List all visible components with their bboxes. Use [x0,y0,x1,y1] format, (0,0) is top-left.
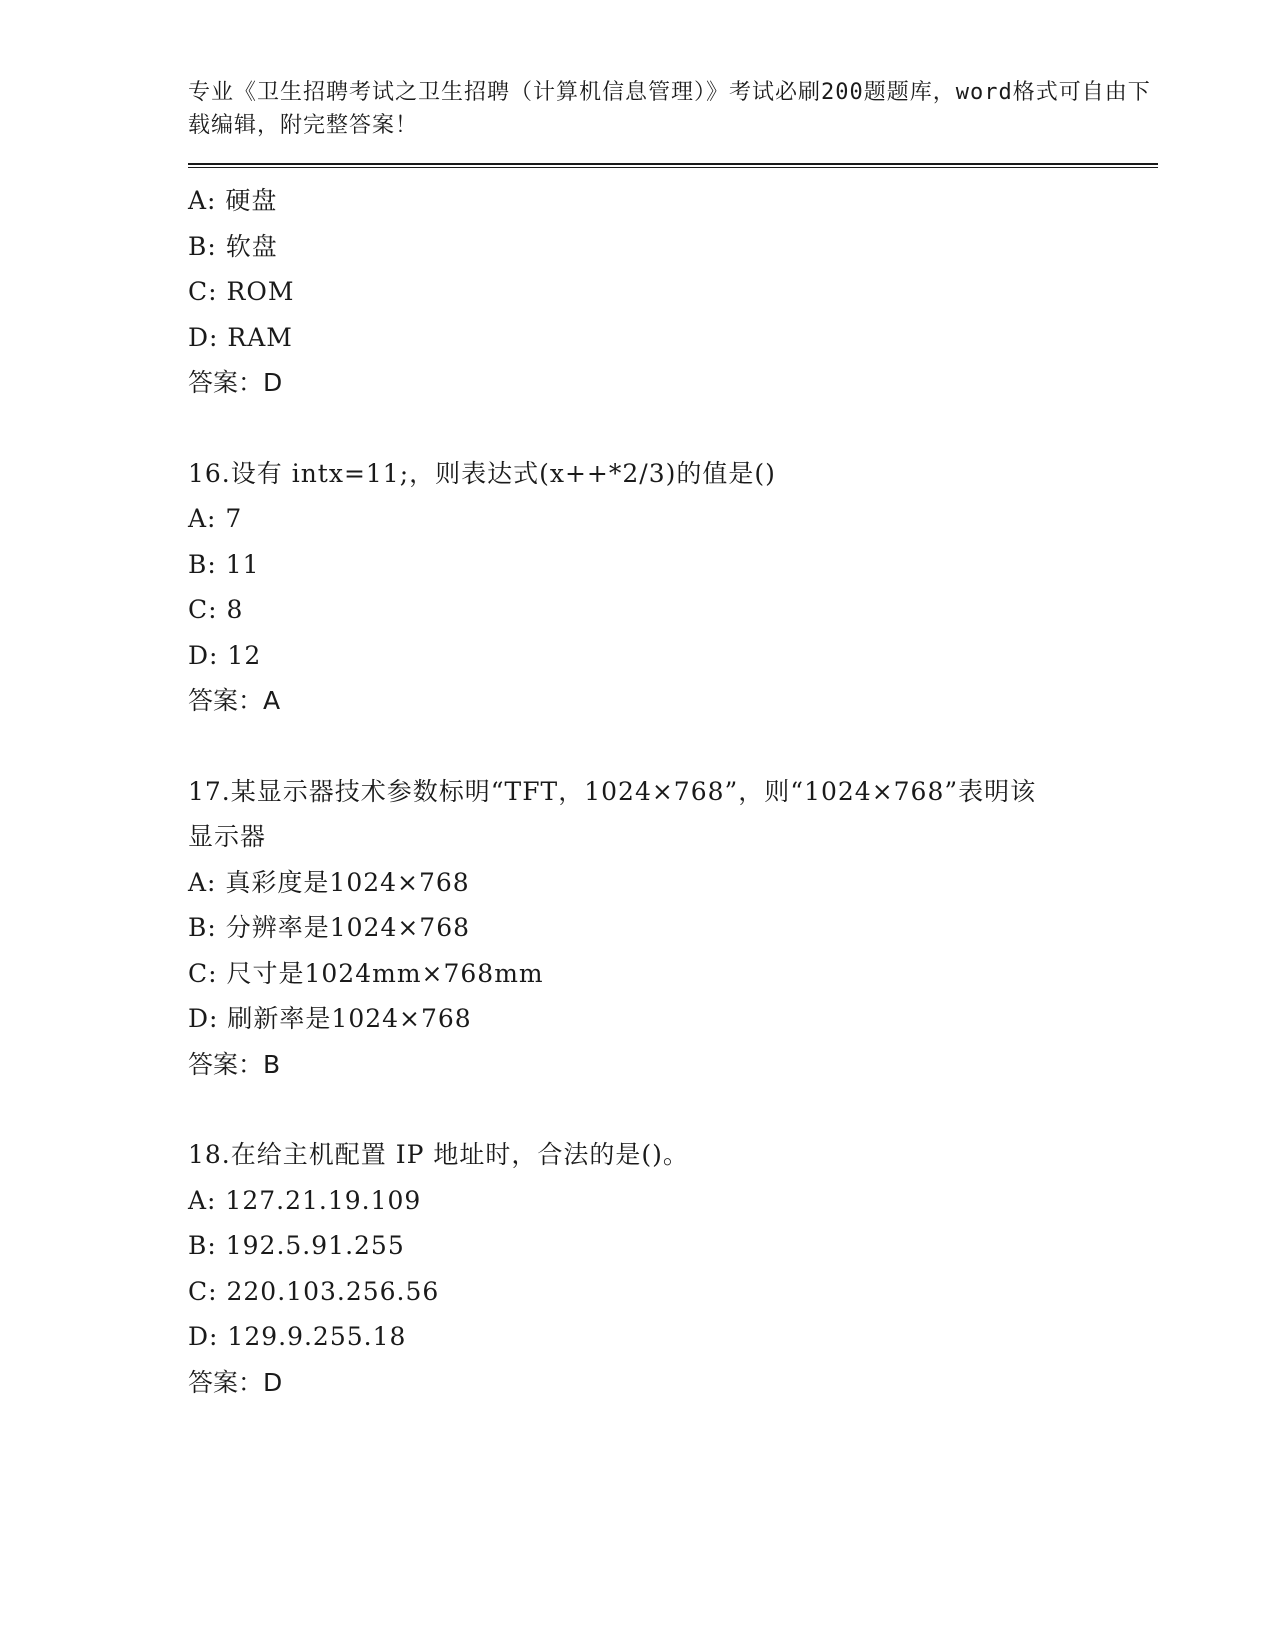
option-a: A: 127.21.19.109 [188,1185,422,1215]
question-15-block [188,178,1158,406]
document-body [188,178,1158,1405]
option-d: D: 12 [188,640,262,670]
option-d: D: 刷新率是1024×768 [188,1004,472,1033]
option-d: D: RAM [188,322,293,352]
option-b: B: 分辨率是1024×768 [188,913,471,942]
header-rule [188,163,1158,168]
option-b: B: 11 [188,549,260,579]
answer-line: 答案：A [188,686,281,715]
question-text: 17.某显示器技术参数标明“TFT，1024×768”，则“1024×768”表明该显示器 [188,776,1037,851]
option-b: B: 软盘 [188,231,278,261]
question-text: 16.设有 intx=11;，则表达式(x++*2/3)的值是() [188,458,776,488]
option-a: A: 7 [188,504,243,533]
answer-line: 答案：D [188,1367,283,1397]
option-d: D: 129.9.255.18 [188,1322,407,1351]
question-17-block [188,769,1158,1088]
answer-line: 答案：B [188,1049,281,1079]
option-a: A: 真彩度是1024×768 [188,867,470,897]
option-a: A: 硬盘 [188,186,278,215]
question-text: 18.在给主机配置 IP 地址时，合法的是()。 [188,1140,689,1169]
option-c: C: 8 [188,595,244,624]
option-c: C: 尺寸是1024mm×768mm [188,958,544,988]
option-b: B: 192.5.91.255 [188,1231,405,1260]
question-16-block [188,451,1158,724]
option-c: C: ROM [188,277,295,306]
option-c: C: 220.103.256.56 [188,1276,440,1306]
document-header: 专业《卫生招聘考试之卫生招聘（计算机信息管理）》考试必刷200题题库，word格式可自由下载编辑，附完整答案！ [188,80,1151,138]
document-page [188,72,1158,1405]
answer-line: 答案：D [188,368,283,397]
question-18-block [188,1132,1158,1405]
